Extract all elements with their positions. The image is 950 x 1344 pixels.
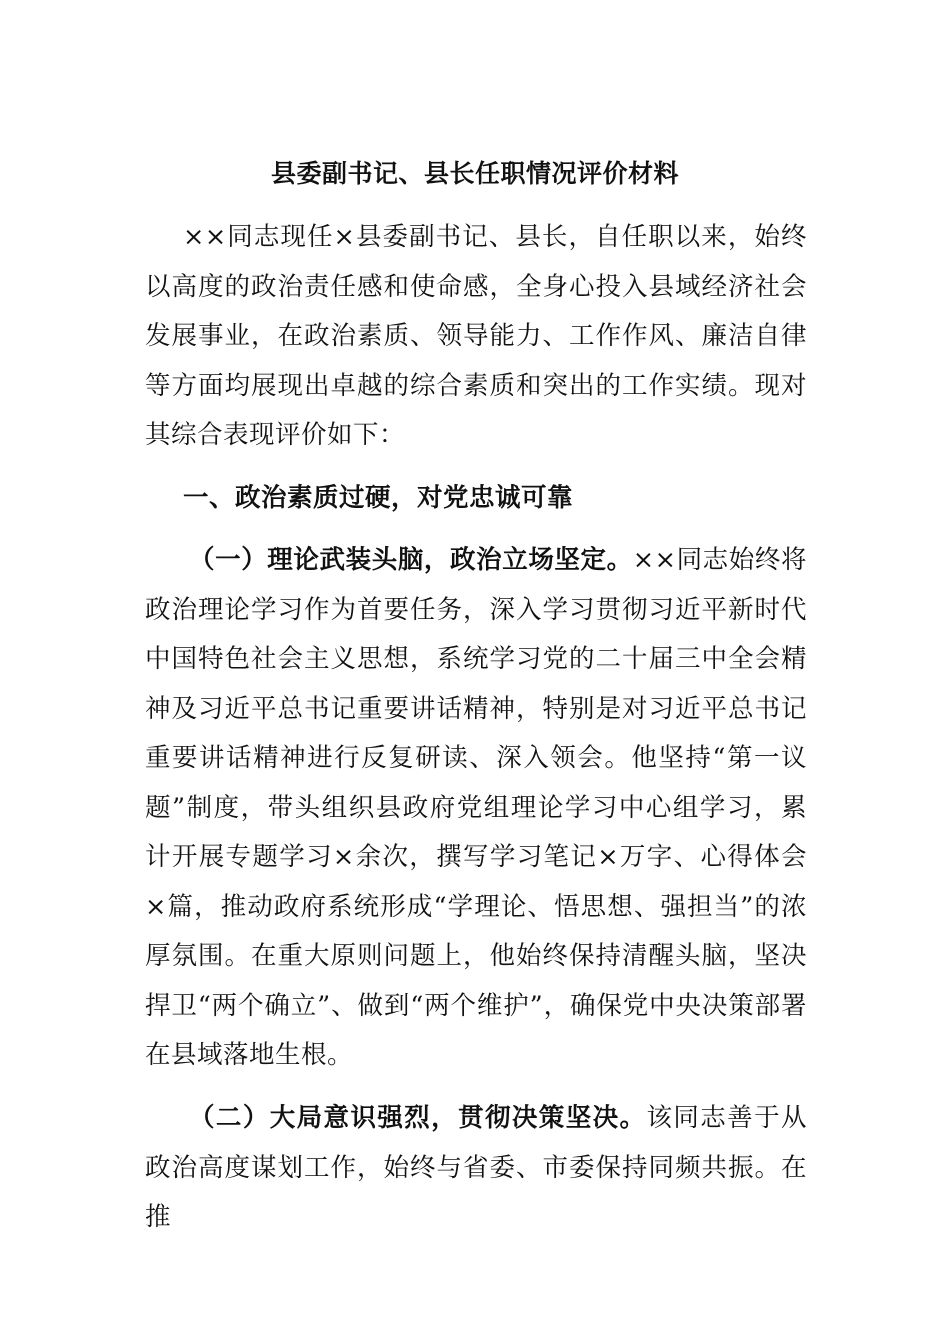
- document-title: 县委副书记、县长任职情况评价材料: [270, 159, 679, 188]
- subsection-2-lead: （二）大局意识强烈，贯彻决策坚决。: [189, 1103, 647, 1133]
- subsection-1-lead: （一）理论武装头脑，政治立场坚定。: [189, 545, 633, 575]
- subsection-1-paragraph: [145, 536, 807, 1081]
- subsection-2-body: 该同志善于从政治高度谋划工作，始终与省委、市委保持同频共振。在推: [145, 1103, 807, 1232]
- subsection-2-paragraph: [145, 1094, 807, 1243]
- section-1-heading: 一、政治素质过硬，对党忠诚可靠: [183, 483, 574, 513]
- subsection-1-body: ××同志始终将政治理论学习作为首要任务，深入学习贯彻习近平新时代中国特色社会主义思想，系统学习党的二十届三中全会精神及习近平总书记重要讲话精神，特别是对习近平总书记重要讲话精神进行反复研读、深入领会。他坚持“第一议题”制度，带头组织县政府党组理论学习中心组学习，累计开展专题学习×余次，撰写学习笔记×万字、心得体会×篇，推动政府系统形成“学理论、悟思想、强担当”的浓厚氛围。在重大原则问题上，他始终保持清醒头脑，坚决捍卫“两个确立”、做到“两个维护”，确保党中央决策部署在县域落地生根。: [145, 545, 807, 1070]
- intro-paragraph: ××同志现任×县委副书记、县长，自任职以来，始终以高度的政治责任感和使命感，全身心投入县域经济社会发展事业，在政治素质、领导能力、工作作风、廉洁自律等方面均展现出卓越的综合素质和突出的工作实绩。现对其综合表现评价如下：: [145, 222, 807, 450]
